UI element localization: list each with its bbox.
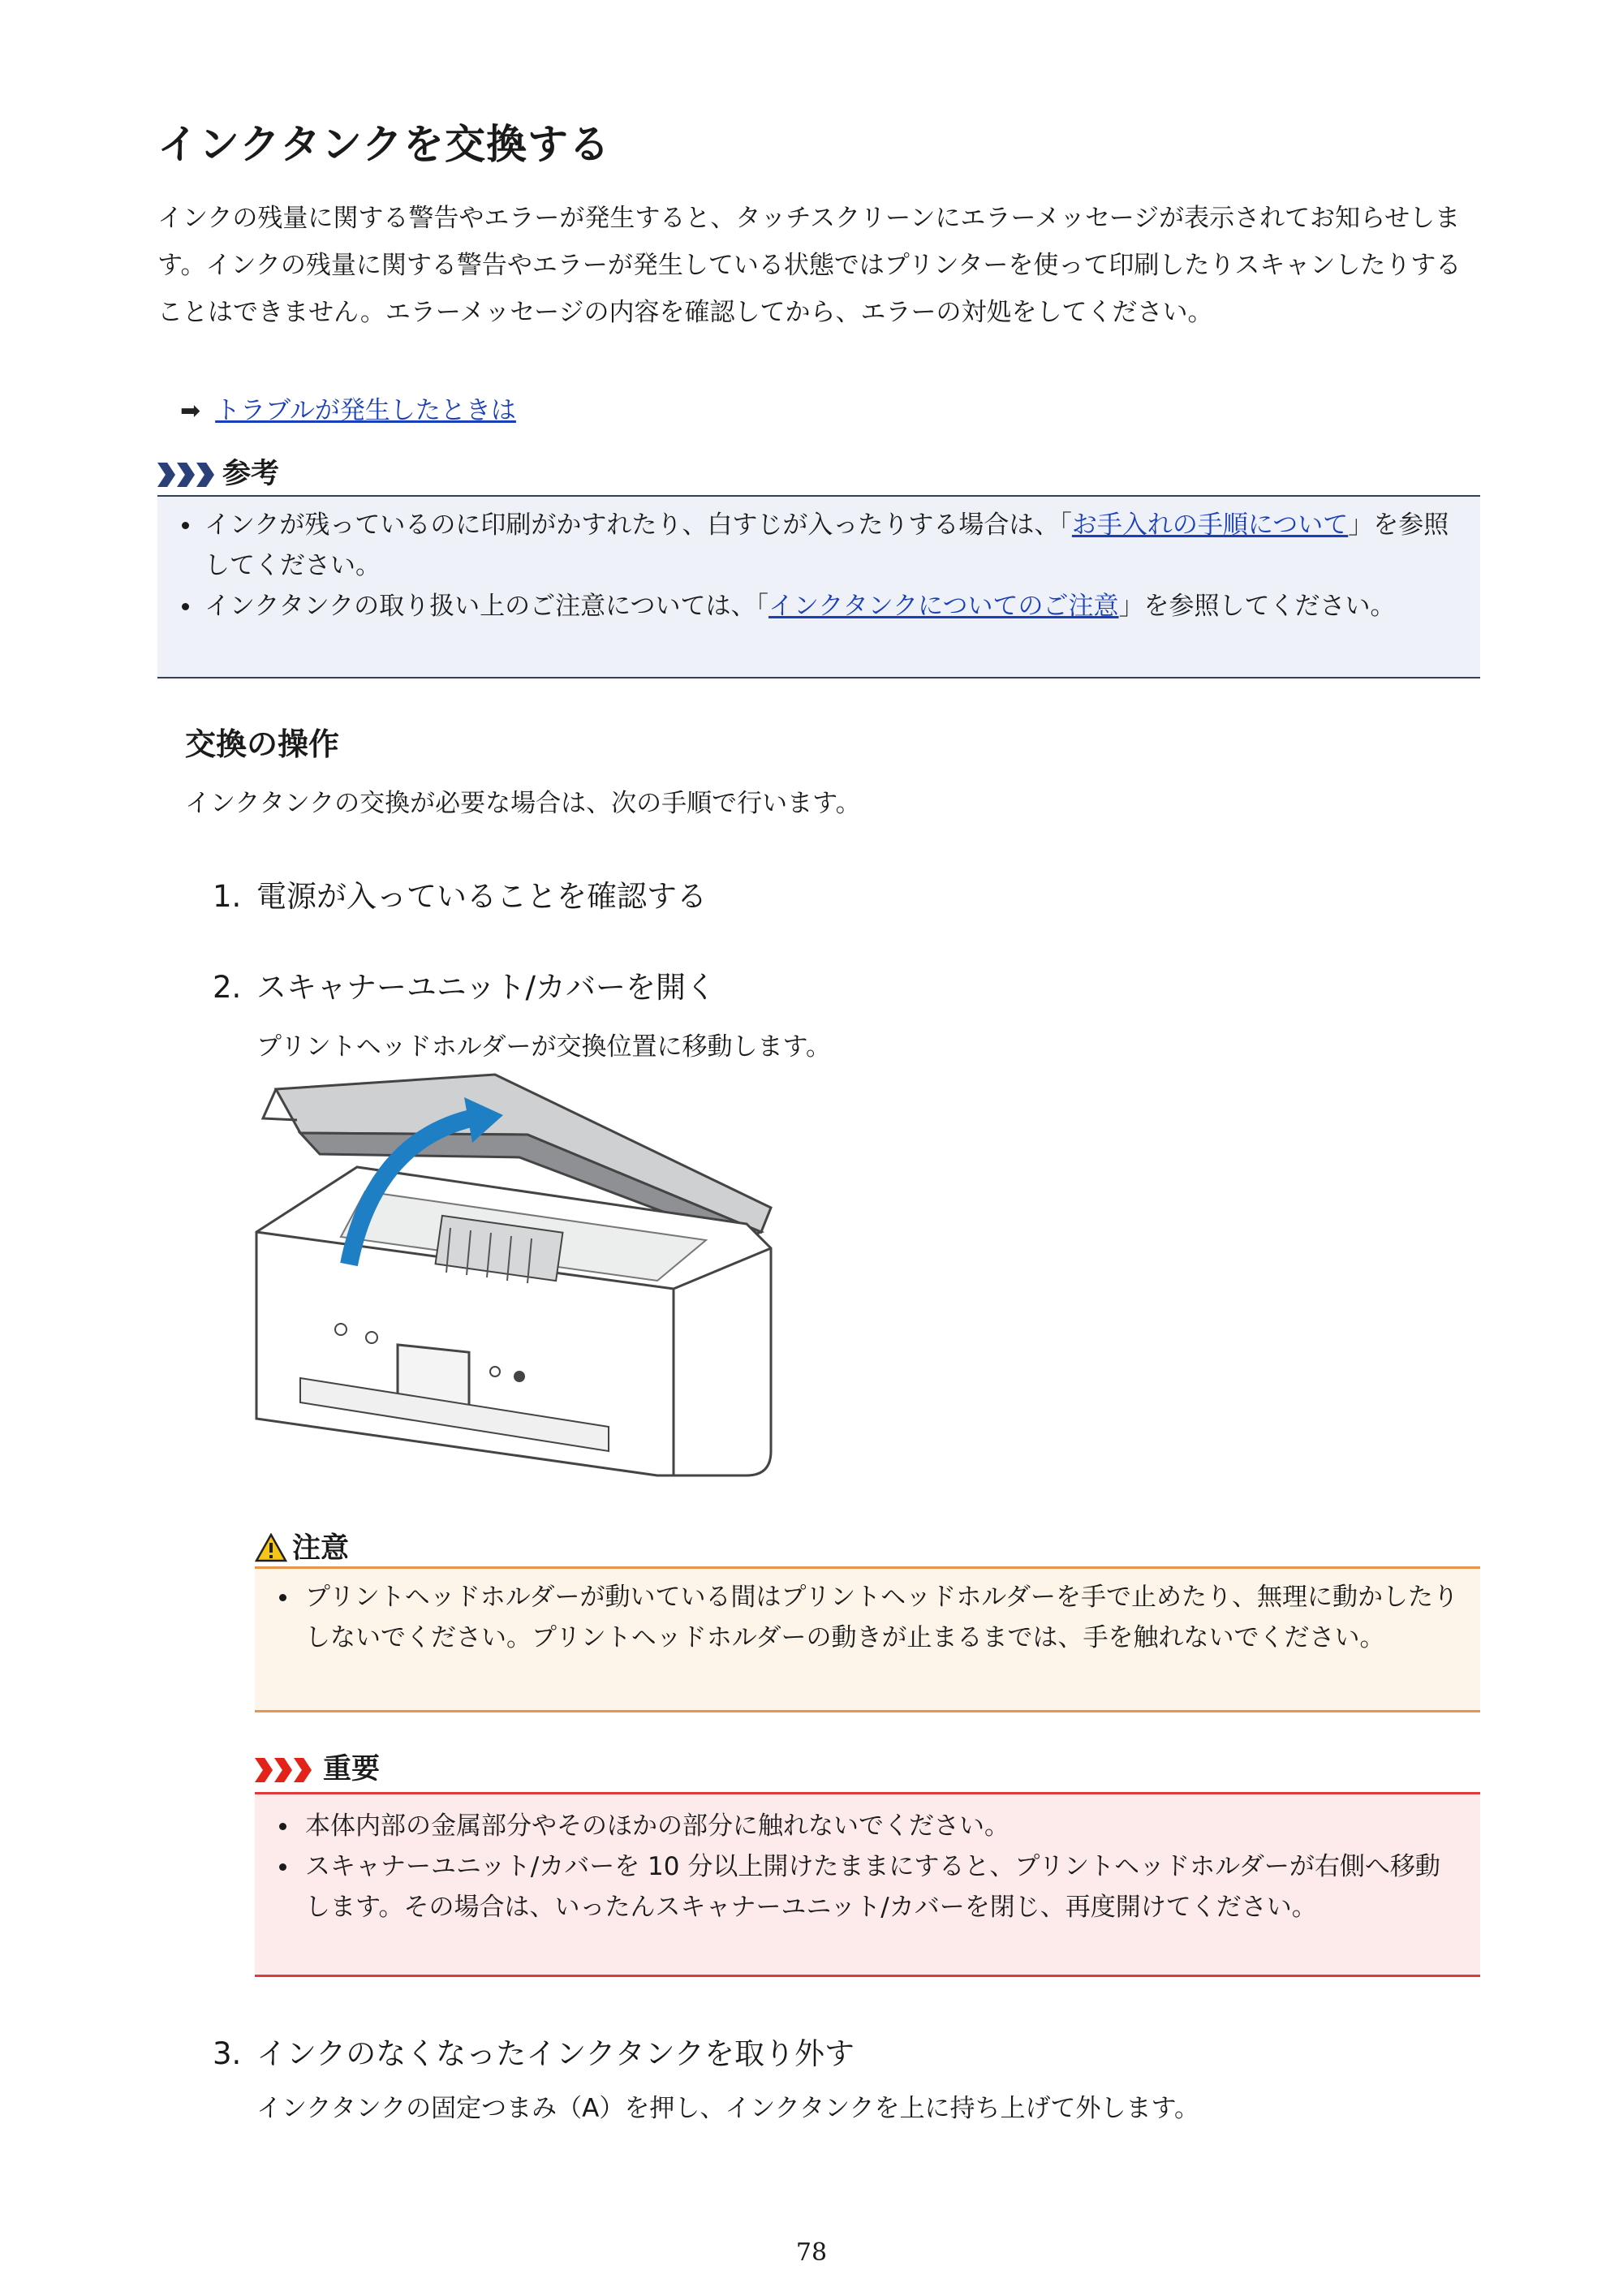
care-procedure-link[interactable]: お手入れの手順について bbox=[1071, 510, 1349, 540]
step-text: スキャナーユニット/カバーを開く bbox=[256, 970, 716, 1005]
important-heading-label: 重要 bbox=[323, 1753, 381, 1786]
note-item-text: インクが残っているのに印刷がかすれたり、白すじが入ったりする場合は、「 bbox=[204, 510, 1072, 540]
important-chevron-icon bbox=[255, 1753, 313, 1786]
note-chevron-icon bbox=[157, 458, 216, 490]
step-number: 2. bbox=[213, 970, 242, 1005]
trouble-link[interactable]: トラブルが発生したときは bbox=[215, 396, 516, 425]
note-box bbox=[157, 495, 1480, 678]
note-item-text: 」を参照してください。 bbox=[1118, 592, 1396, 621]
section-heading: 交換の操作 bbox=[185, 726, 340, 762]
note-heading-label: 参考 bbox=[222, 458, 280, 490]
step-2 bbox=[213, 963, 716, 1006]
important-box bbox=[255, 1792, 1480, 1977]
caution-heading bbox=[255, 1526, 349, 1566]
page-title: インクタンクを交換する bbox=[157, 121, 610, 168]
step-1 bbox=[213, 872, 707, 915]
caution-box bbox=[255, 1566, 1480, 1712]
note-item bbox=[174, 586, 1464, 627]
important-item: 本体内部の金属部分やそのほかの部分に触れないでください。 bbox=[255, 1806, 1464, 1846]
step-text: インクのなくなったインクタンクを取り外す bbox=[256, 2036, 855, 2071]
right-arrow-icon: ➡ bbox=[180, 397, 201, 425]
important-heading bbox=[255, 1747, 380, 1787]
trouble-link-row bbox=[180, 388, 516, 434]
step-3-description: インクタンクの固定つまみ（A）を押し、インクタンクを上に持ち上げて外します。 bbox=[256, 2094, 1200, 2123]
section-intro: インクタンクの交換が必要な場合は、次の手順で行います。 bbox=[185, 789, 861, 818]
step-number: 1. bbox=[213, 879, 242, 914]
intro-paragraph: インクの残量に関する警告やエラーが発生すると、タッチスクリーンにエラーメッセージが表示されてお知らせします。インクの残量に関する警告やエラーが発生している状態ではプリンターを使って印刷したりスキャンしたりすることはできません。エラーメッセージの内容を確認してから、エラーの対処をしてください。 bbox=[157, 204, 1462, 327]
printer-open-illustration bbox=[252, 1070, 787, 1492]
page-number: 78 bbox=[795, 2238, 828, 2267]
warning-triangle-icon bbox=[255, 1533, 287, 1562]
step-number: 3. bbox=[213, 2036, 242, 2071]
note-item-text: インクタンクの取り扱い上のご注意については、「 bbox=[204, 592, 769, 621]
caution-item: プリントヘッドホルダーが動いている間はプリントヘッドホルダーを手で止めたり、無理に動かしたりしないでください。プリントヘッドホルダーの動きが止まるまでは、手を触れないでください。 bbox=[255, 1577, 1464, 1658]
note-heading bbox=[157, 451, 279, 492]
step-3 bbox=[213, 2029, 855, 2073]
step-2-description: プリントヘッドホルダーが交換位置に移動します。 bbox=[256, 1032, 832, 1062]
note-item-text: 」を参照してください。 bbox=[204, 510, 1449, 580]
ink-tank-caution-link[interactable]: インクタンクについてのご注意 bbox=[768, 592, 1119, 621]
note-item bbox=[174, 505, 1464, 586]
important-item: スキャナーユニット/カバーを 10 分以上開けたままにすると、プリントヘッドホルダーが右側へ移動します。その場合は、いったんスキャナーユニット/カバーを閉じ、再度開けてください。 bbox=[255, 1846, 1464, 1928]
caution-heading-label: 注意 bbox=[292, 1532, 350, 1565]
step-text: 電源が入っていることを確認する bbox=[256, 879, 707, 914]
